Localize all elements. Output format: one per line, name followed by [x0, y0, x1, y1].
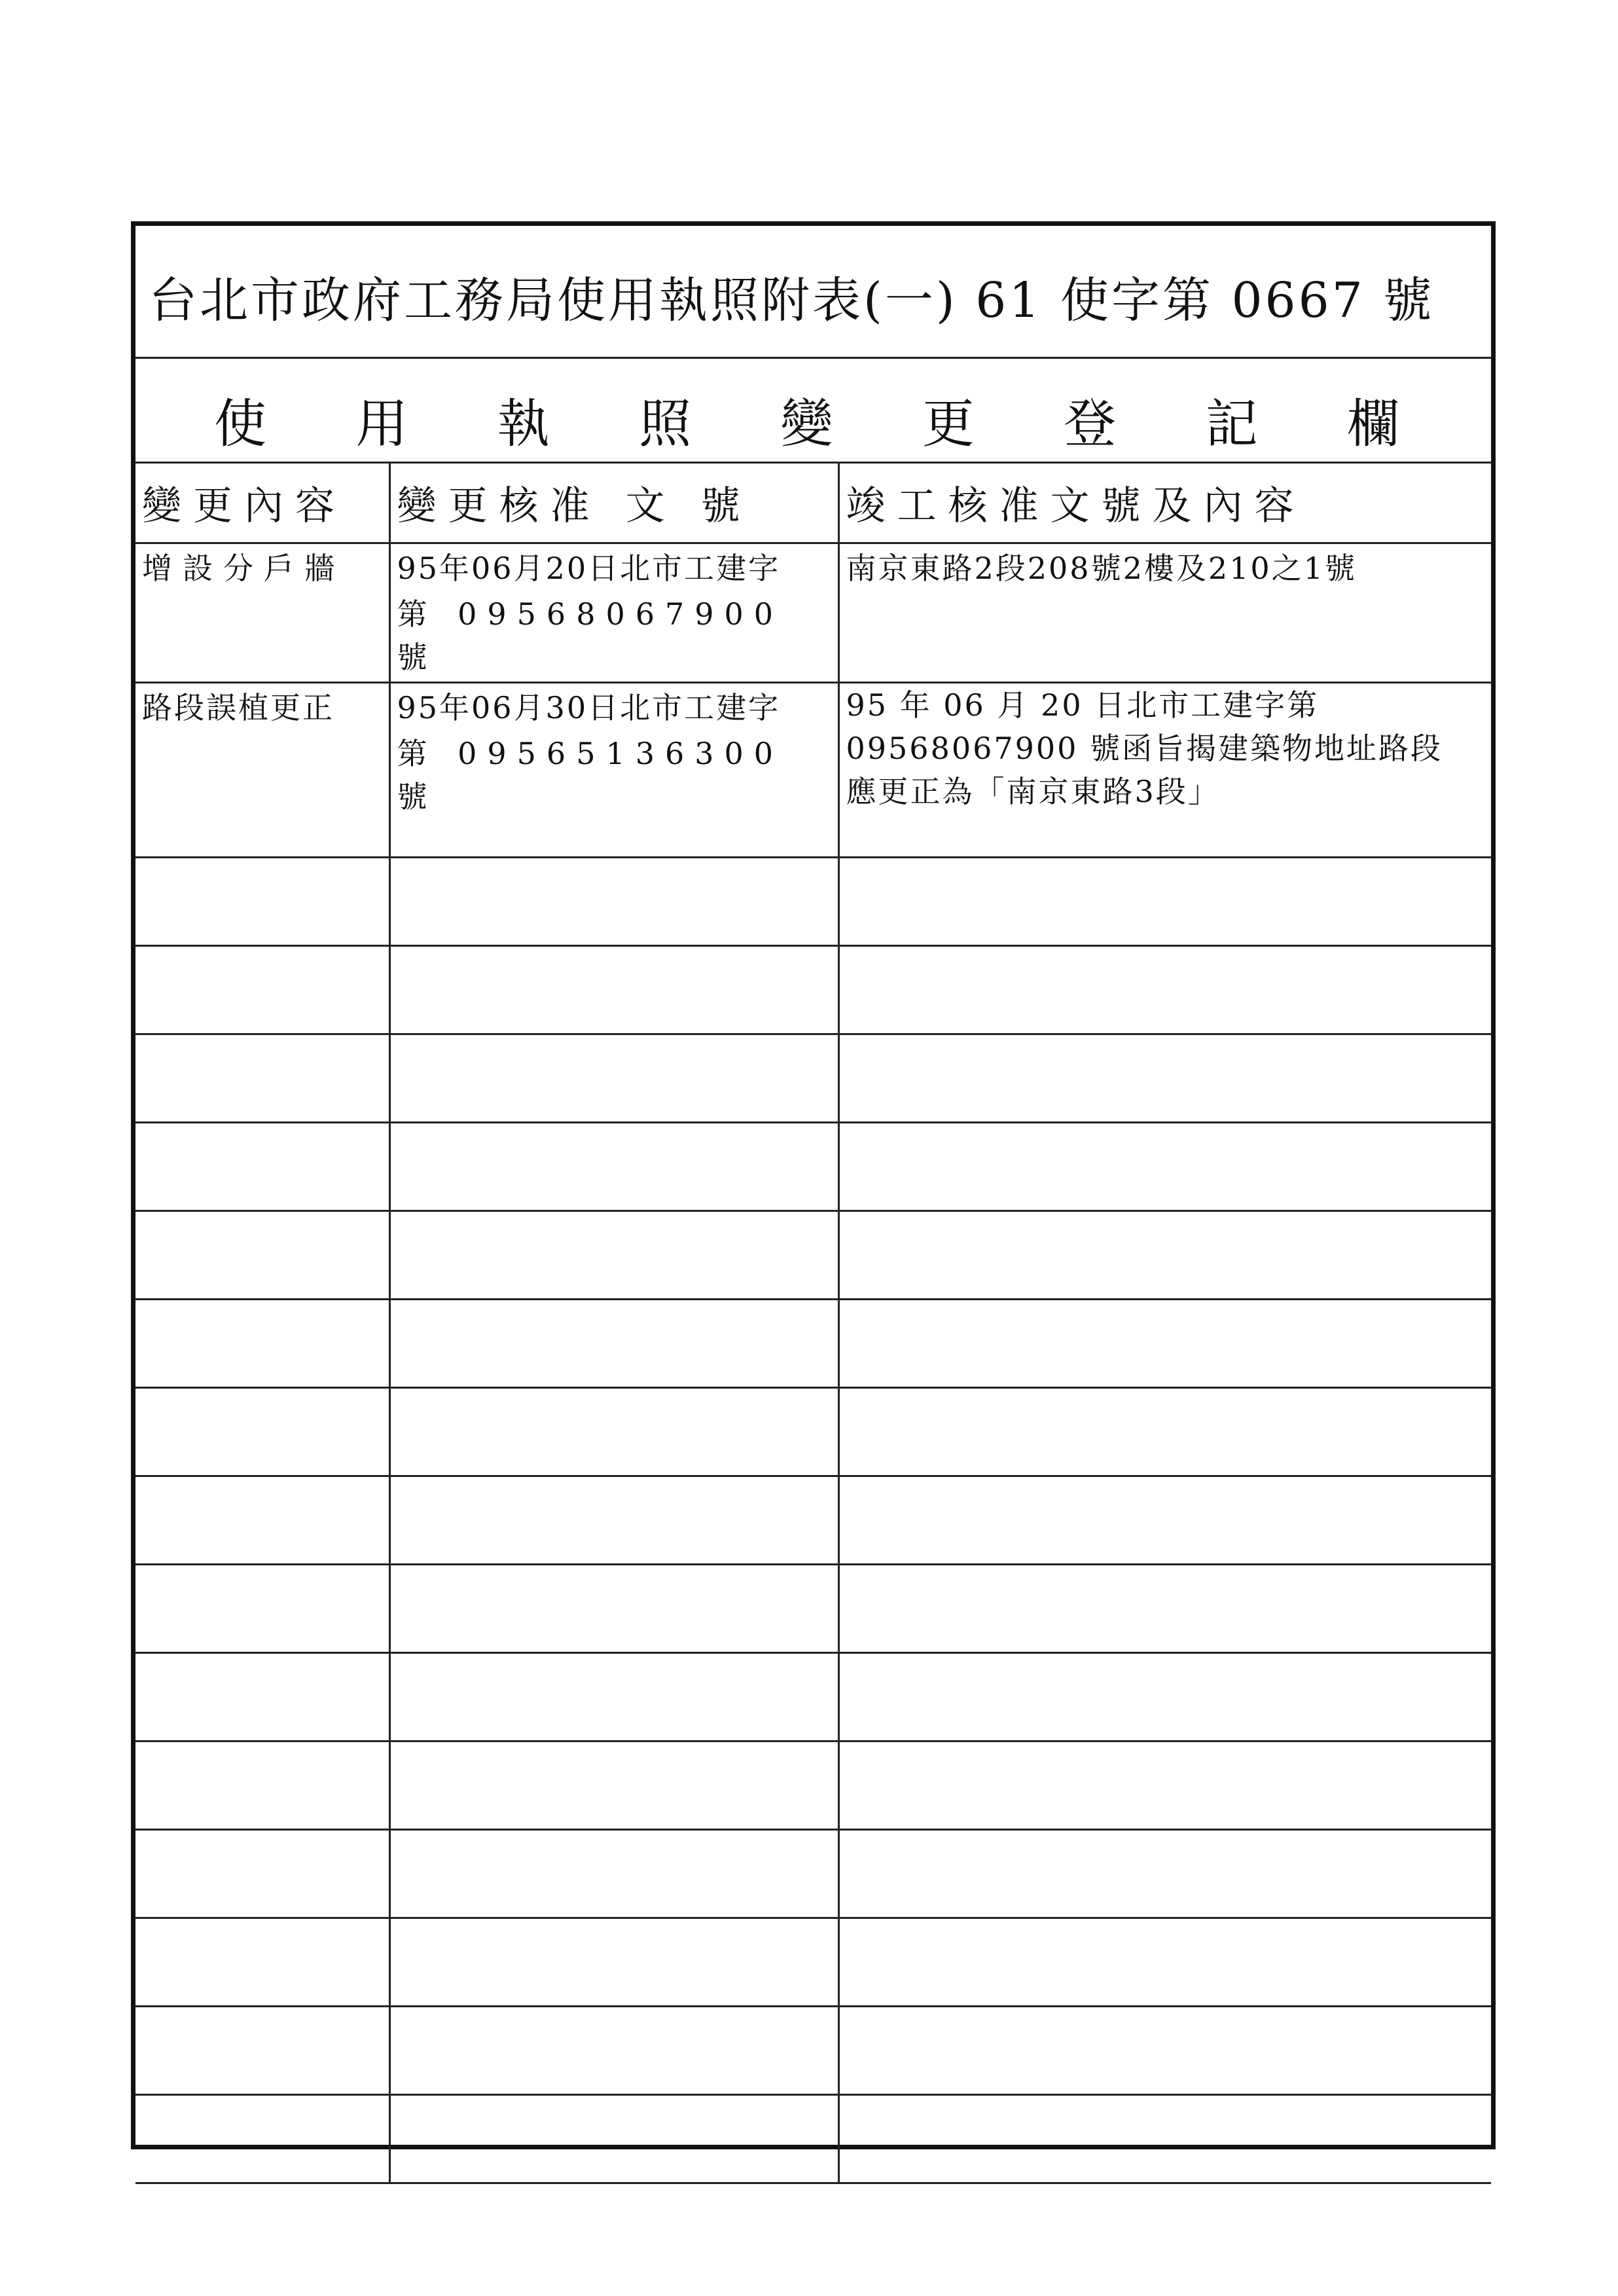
table-row: [135, 683, 1491, 858]
blank-row: [135, 2007, 1491, 2095]
change-content: 路段誤植更正: [142, 690, 334, 725]
blank-row: [135, 858, 1491, 946]
license-register-form: [131, 221, 1496, 2149]
heading-char: 更: [922, 393, 975, 454]
blank-row: [135, 1034, 1491, 1123]
blank-row: [135, 1211, 1491, 1300]
blank-row: [135, 1476, 1491, 1565]
blank-row: [135, 1830, 1491, 1918]
blank-row: [135, 1653, 1491, 1741]
completion-details-cell: [838, 543, 1491, 683]
change-content-cell: [135, 683, 389, 858]
completion-line: 應更正為「南京東路3段」: [846, 774, 1220, 809]
completion-details-cell: [838, 683, 1491, 858]
change-register-table: [135, 462, 1491, 2184]
completion-line: [840, 592, 1492, 598]
register-heading: [214, 382, 1399, 457]
heading-char: 變: [780, 393, 833, 454]
blank-row: [135, 1741, 1491, 1830]
blank-row: [135, 2095, 1491, 2183]
table-row: [135, 543, 1491, 683]
approval-line: 95年06月20日北市工建字: [397, 551, 781, 586]
heading-char: 照: [639, 393, 692, 454]
heading-char: 用: [355, 393, 408, 454]
heading-char: 登: [1064, 393, 1117, 454]
column-header-approval-number: 變更核准 文 號: [389, 463, 838, 543]
completion-line: 09568067900 號函旨揭建築物地址路段: [846, 731, 1443, 766]
heading-char: 使: [214, 393, 266, 454]
column-header-change-content: 變更內容: [135, 463, 389, 543]
heading-char: 執: [497, 393, 550, 454]
completion-line: 95 年 06 月 20 日北市工建字第: [846, 687, 1320, 723]
table-header-row: [135, 463, 1491, 543]
approval-line: 第 09565136300 號: [397, 736, 784, 814]
change-content-cell: [135, 543, 389, 683]
approval-line: 95年06月30日北市工建字: [397, 690, 781, 725]
blank-row: [135, 1300, 1491, 1388]
heading-char: 欄: [1347, 393, 1399, 454]
approval-number-cell: [389, 543, 838, 683]
change-content: 增設分戶牆: [142, 551, 345, 586]
blank-row: [135, 1388, 1491, 1476]
approval-number-cell: [389, 683, 838, 858]
title-row: [135, 226, 1491, 359]
column-header-completion-details: 竣工核准文號及內容: [838, 463, 1491, 543]
completion-line: 南京東路2段208號2樓及210之1號: [846, 551, 1357, 586]
approval-line: 第 09568067900 號: [397, 596, 784, 675]
heading-char: 記: [1205, 393, 1258, 454]
blank-row: [135, 1123, 1491, 1211]
heading-row: [135, 357, 1491, 464]
blank-row: [135, 1918, 1491, 2007]
completion-line: [840, 598, 1492, 603]
form-title: 台北市政府工務局使用執照附表(一) 61 使字第 0667 號: [149, 272, 1435, 329]
blank-row: [135, 1565, 1491, 1653]
blank-row: [135, 946, 1491, 1034]
